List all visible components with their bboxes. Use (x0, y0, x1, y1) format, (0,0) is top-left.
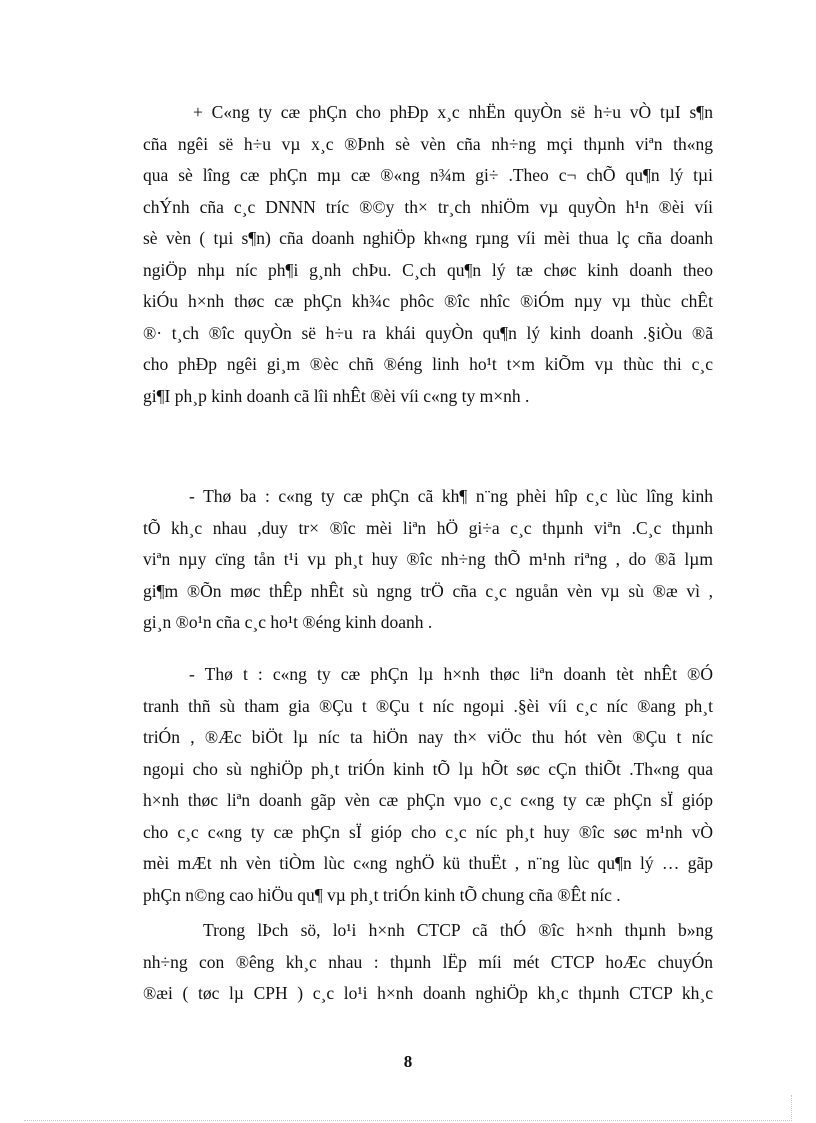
paragraph-line: viªn nµy cïng tån t¹i vµ ph¸t huy ®îc nh÷ng thÕ m¹nh riªng , do ®ã lµm (143, 549, 713, 569)
footer-divider (24, 1120, 792, 1121)
paragraph-line: gi¶m ®Õn møc thÊp nhÊt sù ngng trÖ cña c¸c nguån vèn vµ sù ®æ vì , (143, 580, 713, 601)
paragraph-line: ngoµi cho sù nghiÖp ph¸t triÓn kinh tÕ lµ hÕt søc cÇn thiÕt .Th«ng qua (143, 758, 713, 779)
paragraph-line: cho c¸c c«ng ty cæ phÇn sÏ gióp cho c¸c níc ph¸t huy ®îc søc m¹nh vÒ (143, 821, 713, 842)
paragraph-line: cho phÐp ngêi gi¸m ®èc chñ ®éng linh ho¹t t×m kiÕm vµ thùc thi c¸c (143, 354, 713, 374)
paragraph-line: ngiÖp nhµ níc ph¶i g¸nh chÞu. C¸ch qu¶n lý tæ chøc kinh doanh theo (143, 259, 713, 280)
paragraph-line: kiÓu h×nh thøc cæ phÇn kh¾c phôc ®îc nhîc ®iÓm nµy vµ thùc chÊt (143, 291, 713, 311)
paragraph-line: mèi mÆt nh vèn tiÒm lùc c«ng nghÖ kü thuËt , n¨ng lùc qu¶n lý … gãp (143, 853, 713, 873)
paragraph-line: cña ngêi së h÷u vµ x¸c ®Þnh sè vèn cña nh÷ng mçi thµnh viªn th«ng (143, 133, 713, 154)
paragraph-line: gi¶I ph¸p kinh doanh cã lîi nhÊt ®èi víi c«ng ty m×nh . (143, 385, 530, 406)
paragraph-line: sè vèn ( tµi s¶n) cña doanh nghiÖp kh«ng rµng víi mèi thua lç cña doanh (143, 228, 713, 248)
paragraph-line: phÇn n©ng cao hiÖu qu¶ vµ ph¸t triÓn kinh tÕ chung cña ®Êt níc . (143, 884, 621, 905)
paragraph-1 (143, 97, 713, 412)
paragraph-line: ®æi ( tøc lµ CPH ) c¸c lo¹i h×nh doanh nghiÖp kh¸c thµnh CTCP kh¸c (143, 983, 713, 1003)
paragraph-line: Trong lÞch sö, lo¹i h×nh CTCP cã thÓ ®îc h×nh thµnh b»ng (203, 920, 713, 940)
paragraph-4 (143, 915, 713, 1010)
paragraph-3 (143, 659, 713, 911)
page-number: 8 (403, 1052, 413, 1071)
paragraph-line: tranh thñ sù tham gia ®Çu t ®Çu t níc ngoµi .§èi víi c¸c níc ®ang ph¸t (143, 695, 713, 716)
paragraph-line: ®· t¸ch ®îc quyÒn së h÷u ra khái quyÒn qu¶n lý kinh doanh .§iÒu ®ã (143, 322, 713, 343)
margin-divider (791, 1095, 792, 1121)
paragraph-line: - Thø ba : c«ng ty cæ phÇn cã kh¶ n¨ng phèi hîp c¸c lùc lîng kinh (189, 486, 713, 506)
paragraph-line: tÕ kh¸c nhau ,duy tr× ®îc mèi liªn hÖ gi÷a c¸c thµnh viªn .C¸c thµnh (143, 517, 713, 538)
paragraph-line: h×nh thøc liªn doanh gãp vèn cæ phÇn vµo c¸c c«ng ty cæ phÇn sÏ gióp (143, 790, 713, 810)
paragraph-line: chÝnh cña c¸c DNNN tríc ®©y th× tr¸ch nhiÖm vµ quyÒn h¹n ®èi víi (143, 196, 713, 217)
paragraph-line: nh÷ng con ®êng kh¸c nhau : thµnh lËp míi mét CTCP hoÆc chuyÓn (143, 951, 713, 972)
paragraph-2 (143, 481, 713, 639)
paragraph-line: triÓn , ®Æc biÖt lµ níc ta hiÖn nay th× viÖc thu hót vèn ®Çu t níc (143, 727, 713, 747)
paragraph-line: + C«ng ty cæ phÇn cho phÐp x¸c nhËn quyÒn së h÷u vÒ tµI s¶n (193, 102, 713, 122)
paragraph-line: qua sè lîng cæ phÇn mµ cæ ®«ng n¾m gi÷ .Theo c¬ chÕ qu¶n lý tµi (143, 165, 713, 185)
paragraph-line: gi¸n ®o¹n cña c¸c ho¹t ®éng kinh doanh . (143, 612, 433, 632)
paragraph-line: - Thø t : c«ng ty cæ phÇn lµ h×nh thøc liªn doanh tèt nhÊt ®Ó (189, 664, 713, 684)
